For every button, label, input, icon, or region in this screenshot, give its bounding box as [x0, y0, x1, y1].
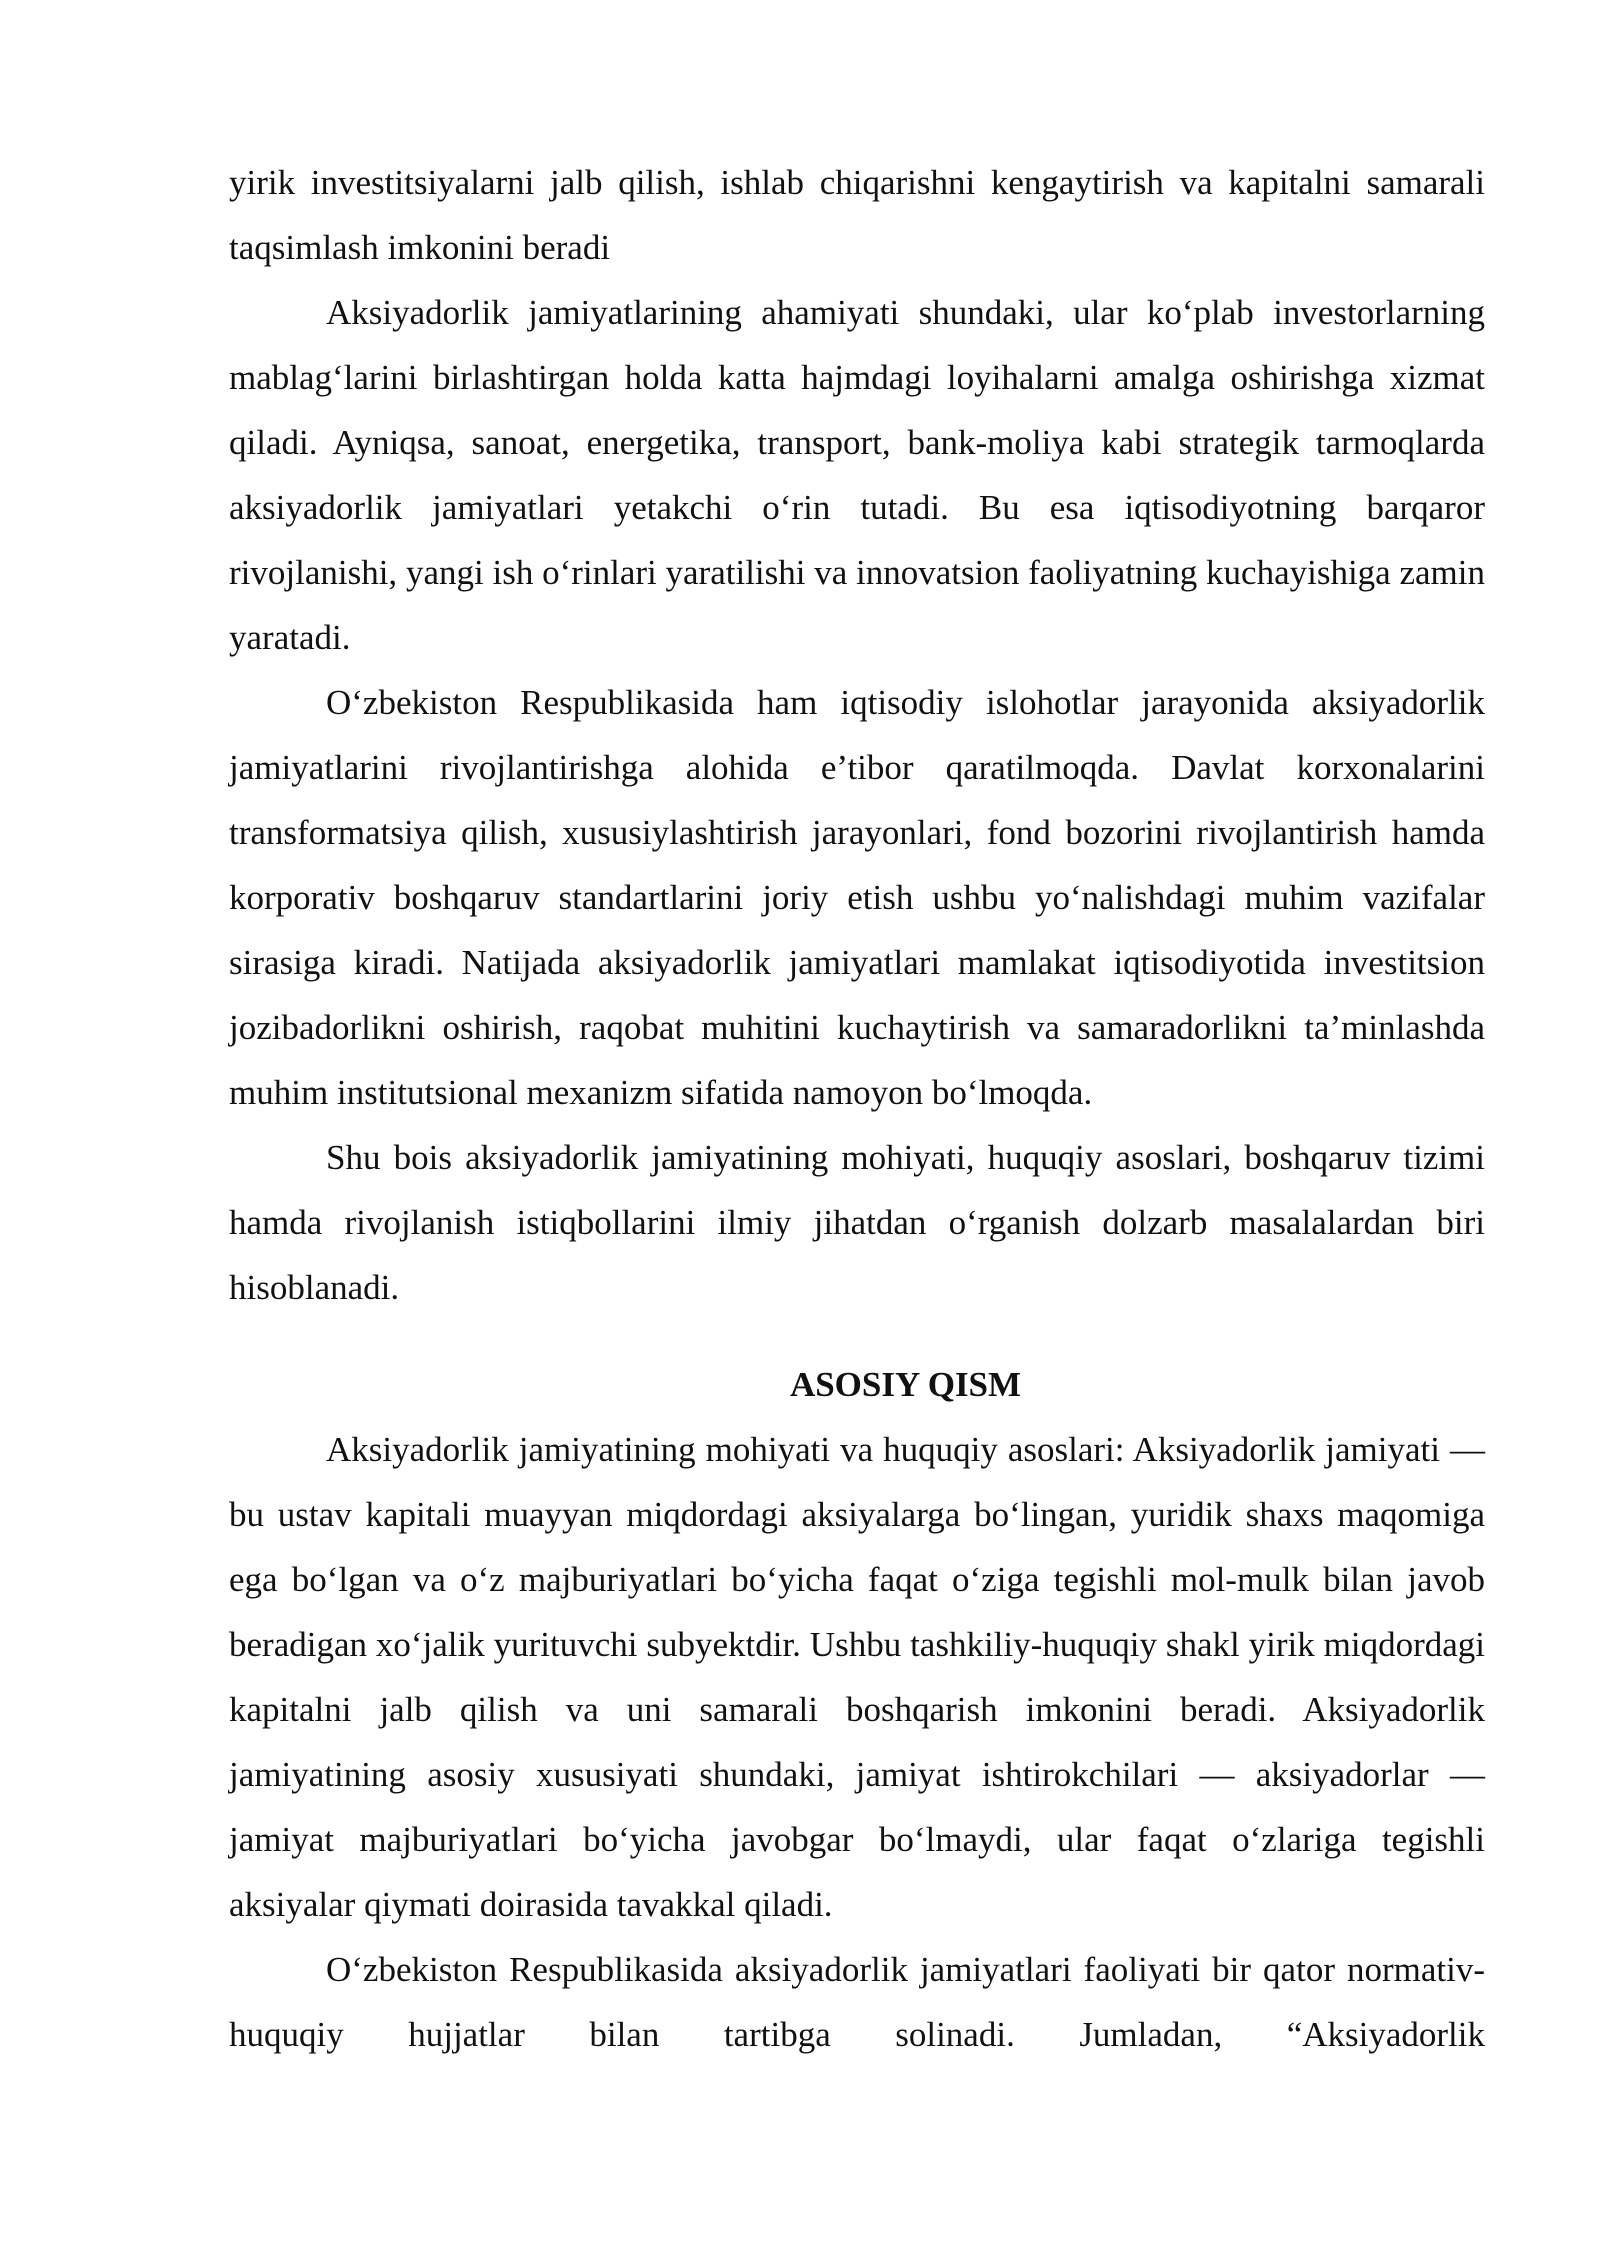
paragraph-truncated: O‘zbekiston Respublikasida aksiyadorlik jamiyatlari faoliyati bir qator normativ-huquqiy hujjatlar bilan tartibga solinadi. Jumladan, “Aksiyadorlik: [229, 1950, 1485, 2054]
paragraph: Aksiyadorlik jamiyatining mohiyati va huquqiy asoslari: Aksiyadorlik jamiyati — bu ustav kapitali muayyan miqdordagi aksiyalarga bo‘lingan, yuridik shaxs maqomiga ega bo‘lgan va o‘z majburiyatlari bo‘yicha faqat o‘ziga tegishli mol-mulk bilan javob beradigan xo‘jalik yurituvchi subyektdir. Ushbu tashkiliy-huquqiy shakl yirik miqdordagi kapitalni jalb qilish va uni samarali boshqarish imkonini beradi. Aksiyadorlik jamiyatining asosiy xususiyati shundaki, jamiyat ishtirokchilari — aksiyadorlar — jamiyat majburiyatlari bo‘yicha javobgar bo‘lmaydi, ular faqat o‘zlariga tegishli aksiyalar qiymati doirasida tavakkal qiladi.: [229, 1430, 1485, 1924]
paragraph-continuation: yirik investitsiyalarni jalb qilish, ishlab chiqarishni kengaytirish va kapitalni samarali taqsimlash imkonini beradi: [229, 163, 1485, 267]
paragraph: Shu bois aksiyadorlik jamiyatining mohiyati, huquqiy asoslari, boshqaruv tizimi hamda rivojlanish istiqbollarini ilmiy jihatdan o‘rganish dolzarb masalalardan biri hisoblanadi.: [229, 1138, 1485, 1307]
section-heading: ASOSIY QISM: [789, 1365, 1022, 1404]
document-body: [229, 150, 1485, 2067]
paragraph: Aksiyadorlik jamiyatlarining ahamiyati shundaki, ular ko‘plab investorlarning mablag‘larini birlashtirgan holda katta hajmdagi loyihalarni amalga oshirishga xizmat qiladi. Ayniqsa, sanoat, energetika, transport, bank-moliya kabi strategik tarmoqlarda aksiyadorlik jamiyatlari yetakchi o‘rin tutadi. Bu esa iqtisodiyotning barqaror rivojlanishi, yangi ish o‘rinlari yaratilishi va innovatsion faoliyatning kuchayishiga zamin yaratadi.: [229, 293, 1485, 657]
paragraph: O‘zbekiston Respublikasida ham iqtisodiy islohotlar jarayonida aksiyadorlik jamiyatlarini rivojlantirishga alohida e’tibor qaratilmoqda. Davlat korxonalarini transformatsiya qilish, xususiylashtirish jarayonlari, fond bozorini rivojlantirish hamda korporativ boshqaruv standartlarini joriy etish ushbu yo‘nalishdagi muhim vazifalar sirasiga kiradi. Natijada aksiyadorlik jamiyatlari mamlakat iqtisodiyotida investitsion jozibadorlikni oshirish, raqobat muhitini kuchaytirish va samaradorlikni ta’minlashda muhim institutsional mexanizm sifatida namoyon bo‘lmoqda.: [229, 683, 1485, 1112]
